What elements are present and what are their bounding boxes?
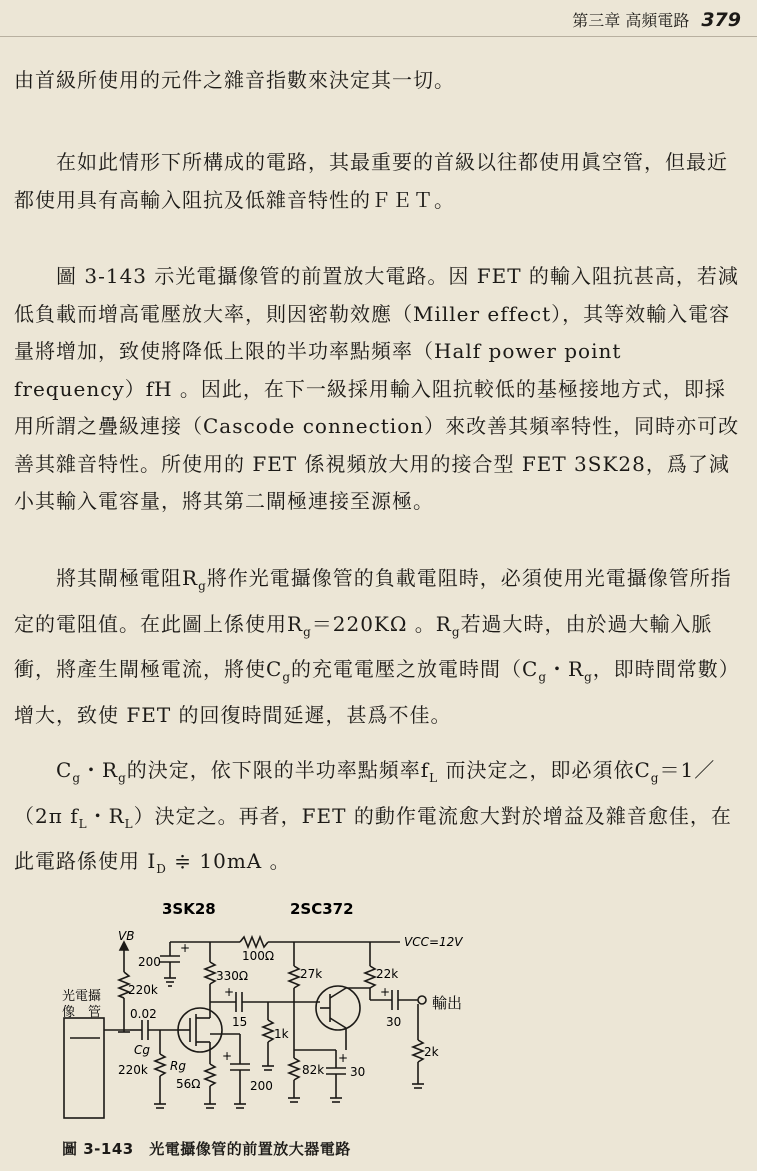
r56-label: 56Ω: [176, 1077, 201, 1091]
c15-label: 15: [232, 1015, 248, 1029]
chapter-title: 第三章 高頻電路: [572, 11, 690, 30]
camera-label-1: 光電攝: [62, 989, 102, 1004]
r220k-in-label: 220k: [118, 1063, 148, 1077]
cg-label: Cg: [134, 1043, 150, 1057]
polarity-plus-5: +: [380, 985, 391, 999]
paragraph-3: 圖 3-143 示光電攝像管的前置放大電路。因 FET 的輸入阻抗甚高，若減低負載而增高電壓放大率，則因密勒效應（Miller effect），其等效輸入電容量將增加，致使將降低上限的半功率點頻率（Half power point frequency）fH 。因此，在下一級採用輸入阻抗較低的基極接地方式，即採用所謂之疊級連接（Cascode connection）來改善其頻率特性，同時亦可改善其雜音特性。所使用的 FET 係視頻放大用的接合型 FET 3SK28，爲了減小其輸入電容量，將其第二閘極連接至源極。: [14, 264, 740, 513]
circuit-diagram: [0, 890, 757, 1170]
r220k-top-label: 220k: [128, 983, 158, 997]
polarity-plus-1: +: [180, 941, 191, 955]
polarity-plus-2: +: [224, 985, 235, 999]
polarity-plus-3: +: [222, 1049, 233, 1063]
paragraph-4: 將其閘極電阻$R_g$將作光電攝像管的負載電阻時，必須使用光電攝像管所指定的電阻值。在此圖上係使用$R_g=220K\Omega$ 。$R_g$若過大時，由於過大輸入脈衝，將產生閘極電流，將使$C_g$的充電電壓之放電時間（$C_g$・$R_g$，即時間常數）增大，致使 FET 的回復時間延遲，甚爲不佳。: [14, 566, 740, 727]
figure-caption: 圖 3-143 光電攝像管的前置放大器電路: [62, 1140, 351, 1158]
c30-base-label: 30: [350, 1065, 366, 1079]
camera-label-2: 像 管: [62, 1005, 102, 1020]
c002-label: 0.02: [130, 1007, 157, 1021]
vb-label: VB: [118, 929, 135, 943]
vcc-label: VCC=12V: [404, 935, 463, 949]
r82k-label: 82k: [302, 1063, 325, 1077]
r22k-label: 22k: [376, 967, 399, 981]
r100-label: 100Ω: [242, 949, 275, 963]
fet-part-label: 3SK28: [162, 900, 216, 918]
polarity-plus-4: +: [338, 1051, 349, 1065]
page-number: 379: [701, 9, 741, 31]
output-label: 輸出: [432, 994, 463, 1012]
page-header: [572, 8, 741, 38]
r27k-label: 27k: [300, 967, 323, 981]
r1k-label: 1k: [274, 1027, 289, 1041]
c30-out-label: 30: [386, 1015, 402, 1029]
r2k-label: 2k: [424, 1045, 439, 1059]
rg-label: Rg: [170, 1059, 186, 1073]
c200-src-label: 200: [250, 1079, 273, 1093]
bjt-part-label: 2SC372: [290, 900, 354, 918]
paragraph-2: 在如此情形下所構成的電路，其最重要的首級以往都使用眞空管，但最近都使用具有高輸入阻抗及低雜音特性的ＦＥＴ。: [14, 150, 728, 212]
paragraph-5: $C_g$・$R_g$的決定，依下限的半功率點頻率$f_L$ 而決定之，即必須依$C_g=1/(2\pi$ $f_L$・$R_L$）決定之。再者，FET 的動作電流愈大對於增益及雜音愈佳，在此電路係使用 $I_D$ ≑ 10mA 。: [14, 758, 732, 876]
r330-label: 330Ω: [216, 969, 249, 983]
c200-top-label: 200: [138, 955, 161, 969]
header-divider: [0, 36, 757, 37]
paragraph-1: 由首級所使用的元件之雜音指數來決定其一切。: [14, 68, 455, 92]
